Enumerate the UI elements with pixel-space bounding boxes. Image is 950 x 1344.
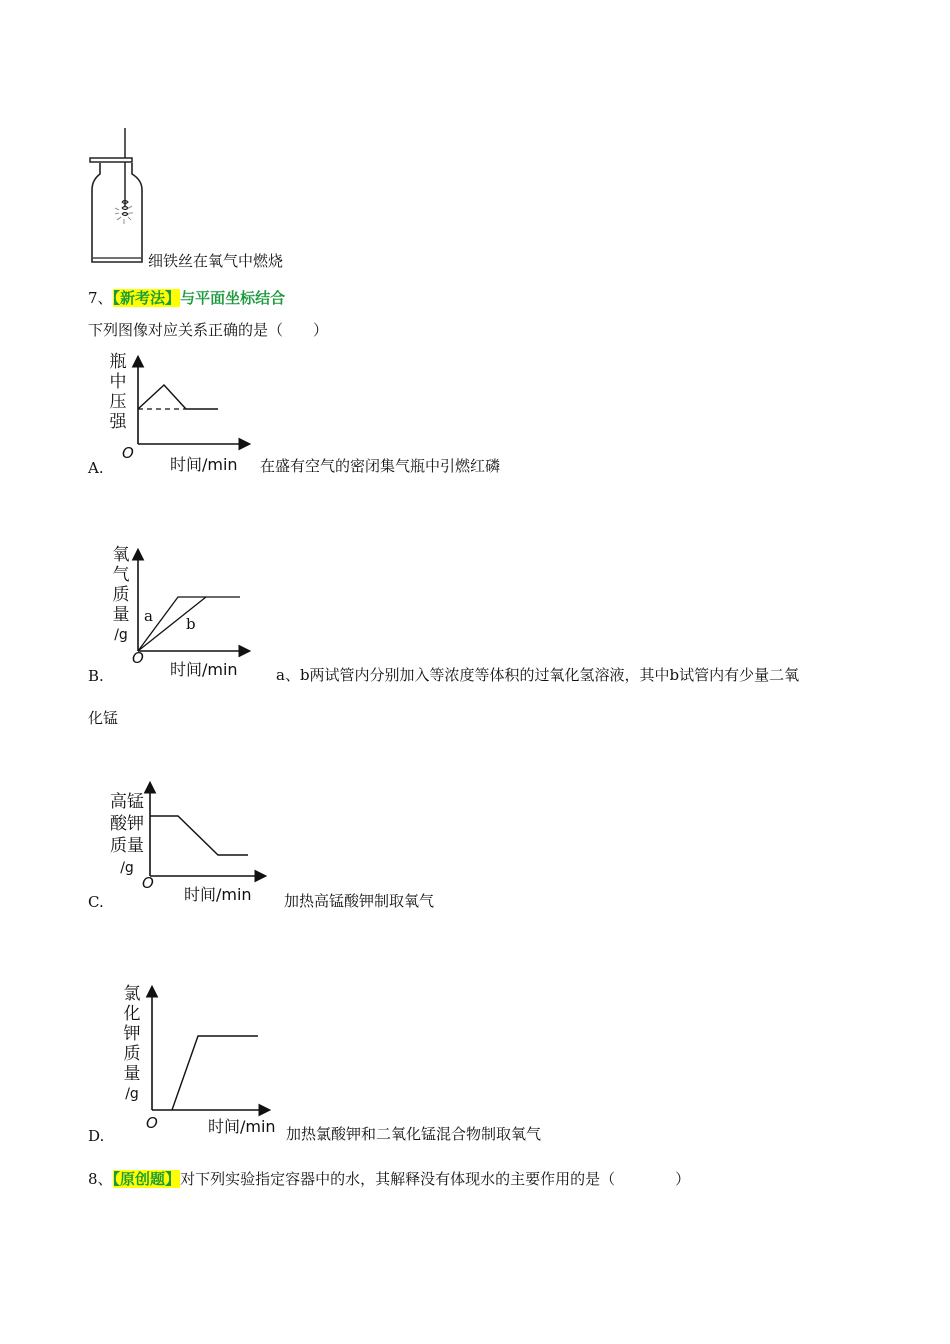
graph-b-origin: O [132, 649, 144, 667]
graph-b-ylabel-4: 量 [112, 605, 130, 625]
graph-b-ylabel-3: 质 [112, 585, 130, 605]
graph-c-xlabel: 时间/min [184, 885, 252, 904]
graph-a-origin: O [122, 444, 134, 462]
graph-d-ylabel-1: 氯 [123, 984, 141, 1004]
graph-a-ylabel-1: 瓶 [109, 352, 127, 372]
option-b-text: a、b两试管内分别加入等浓度等体积的过氧化氢溶液，其中b试管内有少量二氧 [276, 666, 800, 684]
graph-d-ylabel-2: 化 [123, 1004, 141, 1024]
graph-b-ylabel-1: 氧 [112, 545, 130, 565]
graph-a-ylabel-3: 压 [109, 392, 127, 412]
option-a-letter: A. [88, 459, 104, 477]
graph-d-ylabel-3: 钾 [123, 1024, 141, 1044]
q7-heading [88, 288, 285, 308]
graph-b-label-a: a [144, 607, 153, 625]
q7-tag: 【新考法】 [112, 289, 181, 307]
option-b-letter: B. [88, 667, 104, 685]
q8-stem: 对下列实验指定容器中的水，其解释没有体现水的主要作用的是（ ） [180, 1170, 691, 1188]
graph-b-xlabel: 时间/min [170, 660, 238, 679]
graph-a-curve [138, 385, 218, 409]
option-a-text: 在盛有空气的密闭集气瓶中引燃红磷 [260, 457, 501, 475]
graph-c-ylabel-3: 质量 [110, 836, 144, 856]
option-c-letter: C. [88, 893, 104, 911]
graph-c-ylabel-2: 酸钾 [110, 814, 144, 834]
graph-a-ylabel-2: 中 [109, 372, 127, 392]
q8-line [88, 1169, 690, 1189]
graph-d-ylabel-4: 质 [123, 1044, 141, 1064]
graph-b-label-b: b [186, 615, 196, 633]
q8-number: 8、 [88, 1170, 113, 1188]
graph-b-ylabel-2: 气 [112, 565, 130, 585]
option-c-text: 加热高锰酸钾制取氧气 [284, 892, 435, 910]
option-d-letter: D. [88, 1127, 105, 1145]
graph-d-origin: O [146, 1114, 158, 1132]
graph-c-curve [150, 816, 248, 855]
option-d-text: 加热氯酸钾和二氧化锰混合物制取氧气 [286, 1125, 542, 1143]
q7-topic: 与平面坐标结合 [180, 289, 286, 307]
graph-d [118, 984, 288, 1136]
fig6-caption: 细铁丝在氧气中燃烧 [148, 252, 284, 270]
graph-a-xlabel: 时间/min [170, 455, 238, 474]
graph-c [108, 780, 278, 910]
graph-d-ylabel-6: /g [125, 1086, 139, 1102]
graph-c-ylabel-1: 高锰 [110, 792, 144, 812]
graph-a-ylabel-4: 强 [109, 412, 127, 432]
graph-a [108, 352, 258, 472]
graph-d-xlabel: 时间/min [208, 1117, 276, 1136]
graph-c-ylabel-4: /g [120, 860, 134, 876]
q7-number: 7、 [88, 289, 113, 307]
q7-stem: 下列图像对应关系正确的是（ ） [88, 321, 329, 339]
iron-wire-bottle-figure [86, 128, 146, 268]
graph-d-ylabel-5: 量 [123, 1064, 141, 1084]
gas-bottle-illustration [86, 128, 146, 268]
graph-c-origin: O [142, 874, 154, 892]
q8-tag: 【原创题】 [112, 1170, 181, 1188]
graph-d-curve [172, 1036, 258, 1110]
graph-b [108, 545, 258, 683]
graph-b-ylabel-5: /g [114, 627, 128, 643]
option-b-text-cont: 化锰 [88, 709, 119, 727]
